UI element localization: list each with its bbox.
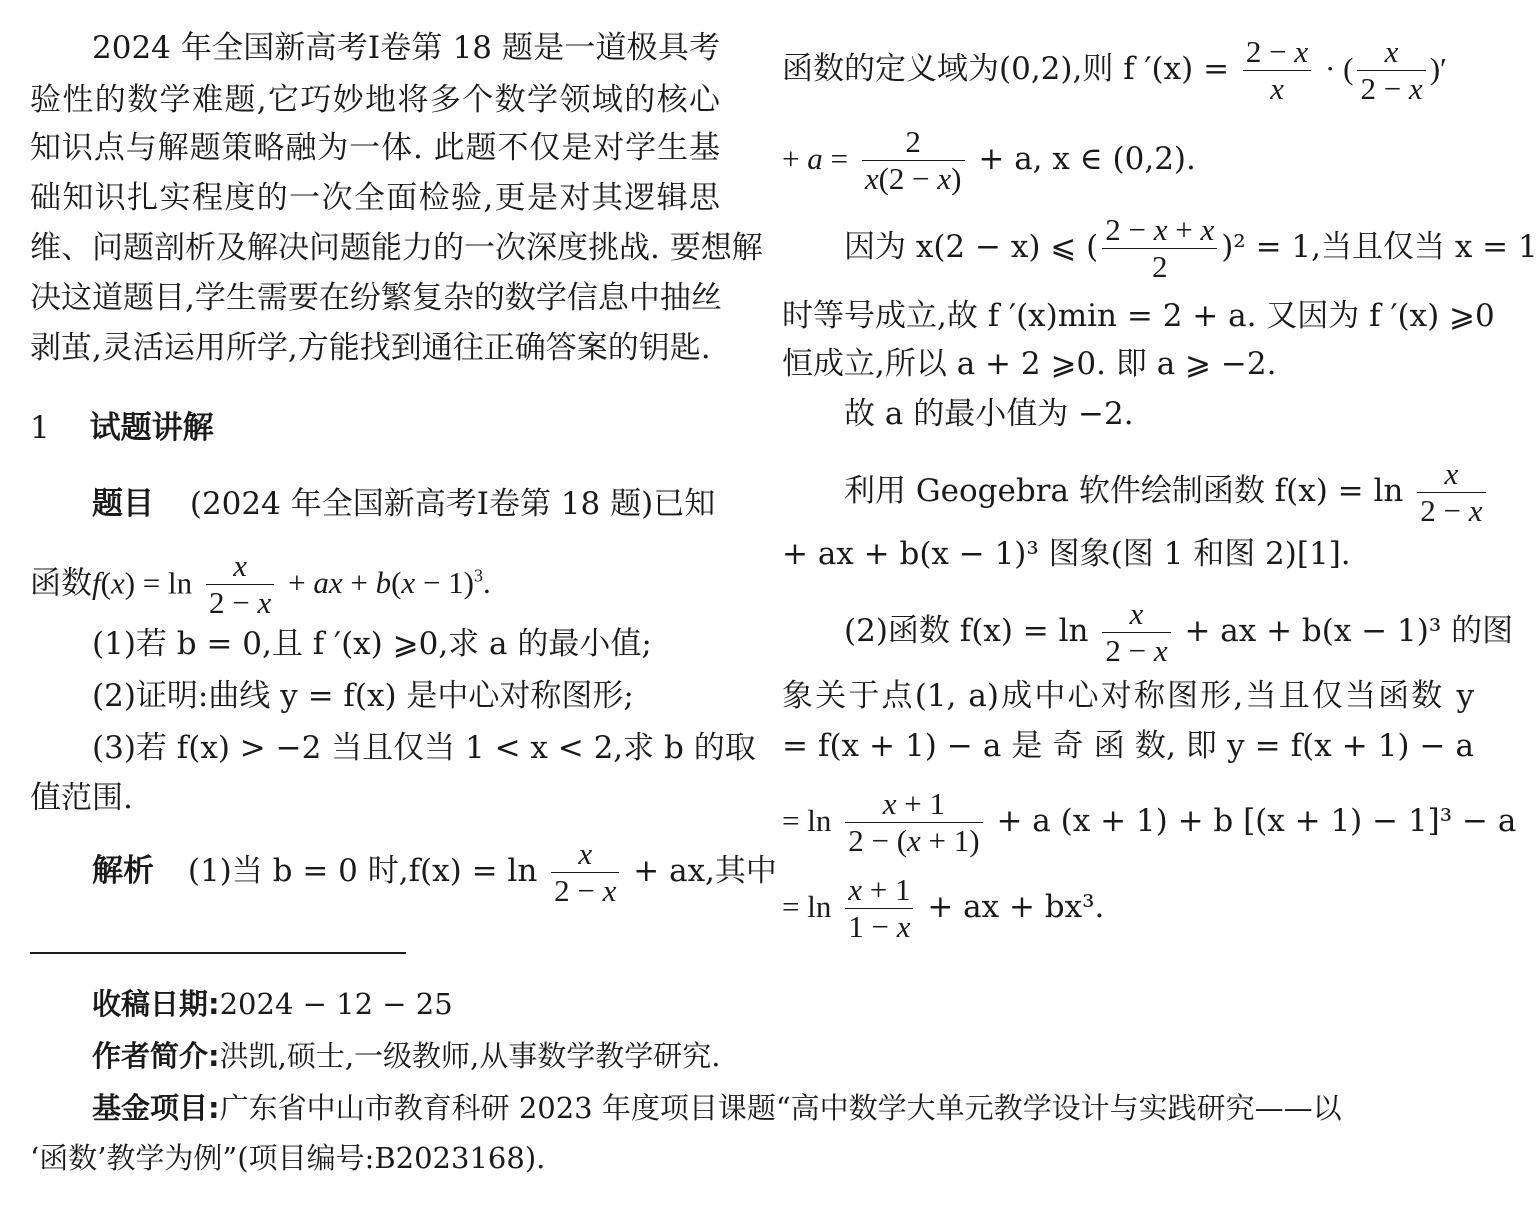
- geogebra-line: [782, 456, 1483, 529]
- solution-text: (1)当 b = 0 时,f(x) = ln: [187, 853, 538, 889]
- solution-line: [30, 836, 777, 909]
- problem-line: [30, 484, 720, 524]
- solution-label: 解析: [92, 853, 154, 889]
- footnote-fund-cont: ‘函数’教学为例”(项目编号:B2023168).: [30, 1141, 546, 1175]
- frac-part2: $\frac{x}{2 - x}$: [1102, 596, 1170, 669]
- section-number: 1: [30, 410, 50, 446]
- frac-geogebra: $\frac{x}{2 - x}$: [1417, 456, 1485, 529]
- footnote-divider: [30, 952, 406, 954]
- frac-2-minus-x-over-x: $\frac{2 - x}{x}$: [1243, 34, 1311, 107]
- intro-line-5: 维、问题剖析及解决问题能力的一次深度挑战. 要想解: [30, 230, 763, 266]
- question-3: (3)若 f(x) > −2 当且仅当 1 < x < 2,求 b 的取: [92, 730, 756, 766]
- frac-simplified: $\frac{x + 1}{1 - x}$: [845, 872, 913, 945]
- r3-prefix: 因为 x(2 − x) ⩽ (: [844, 229, 1099, 265]
- intro-line-2: 验性的数学难题,它巧妙地将多个数学领域的核心: [30, 82, 720, 118]
- section-title: 试题讲解: [89, 410, 214, 446]
- function-definition: 函数f(x) = ln $\frac{x}{2 - x}$ + ax + $b(x - 1)^3$.: [30, 548, 491, 621]
- expansion-line: = ln $\frac{x + 1}{2 - (x + 1)}$ + a (x + 1) + b [(x + 1) − 1]³ − a: [782, 786, 1517, 858]
- fund-label: 基金项目:: [92, 1091, 220, 1125]
- author-label: 作者简介:: [92, 1039, 220, 1073]
- intro-line-7: 剥茧,灵活运用所学,方能找到通往正确答案的钥匙.: [30, 330, 711, 366]
- section-heading: [30, 408, 720, 448]
- func-prefix: 函数: [30, 565, 92, 602]
- inequality-line: [782, 212, 1538, 285]
- intro-line-4: 础知识扎实程度的一次全面检验,更是对其逻辑思: [30, 180, 720, 216]
- received-value: 2024 − 12 − 25: [219, 987, 453, 1021]
- intro-line-3: 知识点与解题策略融为一体. 此题不仅是对学生基: [30, 130, 720, 166]
- intro-line-6: 决这道题目,学生需要在纷繁复杂的数学信息中抽丝: [30, 280, 722, 316]
- question-2: (2)证明:曲线 y = f(x) 是中心对称图形;: [92, 678, 634, 714]
- author-value: 洪凯,硕士,一级教师,从事数学教学研究.: [219, 1039, 721, 1073]
- frac-x-over-2-minus-x-r: $\frac{x}{2 - x}$: [1357, 34, 1425, 107]
- frac-2-over-x-2-minus-x: $\frac{2}{x(2 - x)}$: [862, 124, 965, 197]
- intro-line-1: 2024 年全国新高考Ⅰ卷第 18 题是一道极具考: [92, 30, 720, 66]
- r1-prefix: 函数的定义域为(0,2),则 f ′(x) =: [782, 51, 1230, 87]
- question-3-cont: 值范围.: [30, 780, 133, 816]
- derivative-line: 函数的定义域为(0,2),则 f ′(x) = $\frac{2 - x}{x}$ · ( $\frac{x}{2 - x}$ )′: [782, 34, 1447, 106]
- frac-am-gm: $\frac{2 - x + x}{2}$: [1102, 212, 1217, 285]
- part2-line: [782, 596, 1514, 669]
- equality-line: 时等号成立,故 f ′(x)min = 2 + a. 又因为 f ′(x) ⩾0: [782, 298, 1495, 334]
- r13-suffix: + ax + bx³.: [927, 889, 1105, 925]
- graph-reference-line: + ax + b(x − 1)³ 图象(图 1 和图 2)[1].: [782, 536, 1351, 572]
- min-value-line: 故 a 的最小值为 −2.: [844, 396, 1134, 432]
- derivative-result: + a = $\frac{2}{x(2 - x)}$ + a, x ∈ (0,2).: [782, 124, 1196, 196]
- r3-suffix: )² = 1,当且仅当 x = 1: [1221, 229, 1538, 265]
- footnote-fund: [30, 1088, 1536, 1128]
- problem-source: (2024 年全国新高考Ⅰ卷第 18 题)已知: [189, 486, 716, 522]
- constant-line: 恒成立,所以 a + 2 ⩾0. 即 a ⩾ −2.: [782, 346, 1277, 382]
- fund-value: 广东省中山市教育科研 2023 年度项目课题“高中数学大单元教学设计与实践研究——以: [219, 1091, 1342, 1125]
- r2-suffix: + a, x ∈ (0,2).: [978, 141, 1196, 177]
- footnote-author: [30, 1036, 1536, 1076]
- simplified-line: = ln $\frac{x + 1}{1 - x}$ + ax + bx³.: [782, 872, 1105, 944]
- frac-x-plus-1: $\frac{x + 1}{2 - (x + 1)}$: [845, 786, 982, 859]
- received-label: 收稿日期:: [92, 987, 220, 1021]
- r7-prefix: 利用 Geogebra 软件绘制函数 f(x) = ln: [844, 473, 1404, 509]
- solution-fraction: $\frac{x}{2 - x}$: [551, 836, 619, 909]
- fraction-x-over-2-minus-x: $\frac{x}{2 - x}$: [206, 548, 274, 621]
- r9-suffix: + ax + b(x − 1)³ 的图: [1184, 613, 1514, 649]
- symmetry-line: 象关于点(1, a)成中心对称图形,当且仅当函数 y: [782, 678, 1474, 714]
- problem-label: 题目: [92, 486, 154, 522]
- odd-function-line: = f(x + 1) − a 是 奇 函 数, 即 y = f(x + 1) − a: [782, 728, 1474, 764]
- question-1: (1)若 b = 0,且 f ′(x) ⩾0,求 a 的最小值;: [92, 626, 652, 662]
- solution-tail: + ax,其中: [633, 853, 777, 889]
- footnote-received: [30, 984, 1536, 1024]
- r12-suffix: + a (x + 1) + b [(x + 1) − 1]³ − a: [996, 803, 1517, 839]
- r9-prefix: (2)函数 f(x) = ln: [844, 613, 1089, 649]
